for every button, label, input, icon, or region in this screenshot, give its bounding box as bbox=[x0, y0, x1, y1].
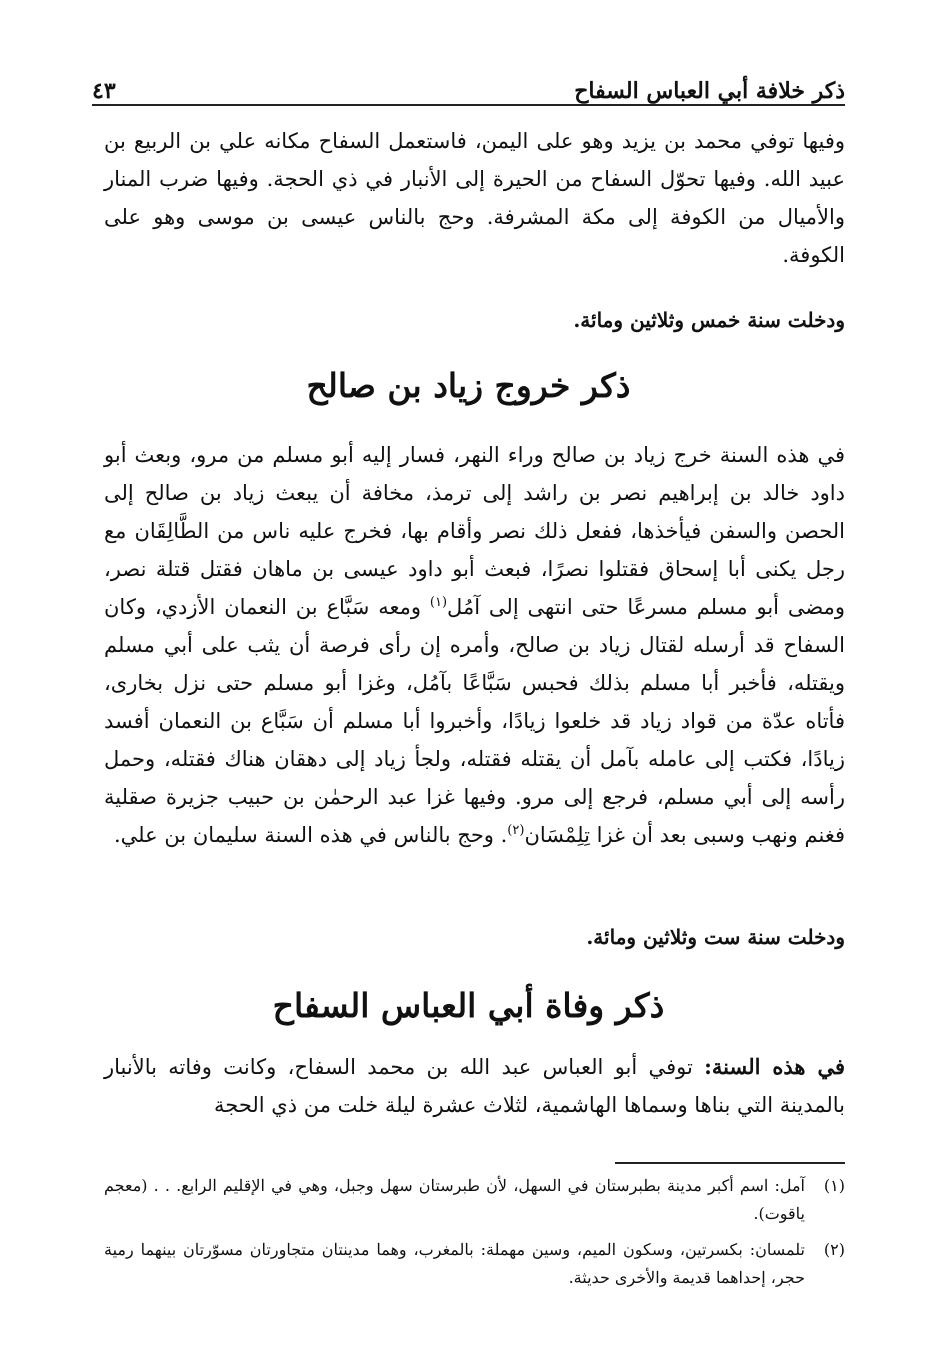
footnote-2 bbox=[104, 1236, 845, 1292]
paragraph-2-part-1: في هذه السنة خرج زياد بن صالح وراء النهر، فسار إليه أبو مسلم من مرو، وبعث أبو داود خالد بن إبراهيم نصر بن راشد إلى ترمذ، مخافة أن يبعث زياد بن صالح إلى الحصن والسفن فيأخذها، ففعل ذلك نصر وأقام بها، فخرج عليه ناس من الطَّالِقَان مع رجل يكنى أبا إسحاق فقتلوا نصرًا، فبعث أبو داود عيسى بن ماهان فقتل قتلة نصر، ومضى أبو مسلم مسرعًا حتى انتهى إلى آمُل bbox=[104, 443, 845, 619]
footnote-rule bbox=[615, 1162, 845, 1164]
year-line-136: ودخلت سنة ست وثلاثين ومائة. bbox=[586, 925, 845, 949]
paragraph-1: وفيها توفي محمد بن يزيد وهو على اليمن، فاستعمل السفاح مكانه علي بن الربيع بن عبيد الله. وفيها تحوّل السفاح من الحيرة إلى الأنبار في ذي الحجة. وفيها ضرب المنار والأميال من الكوفة إلى مكة المشرفة. وحج بالناس عيسى بن موسى وهو على الكوفة. bbox=[104, 129, 845, 267]
footnote-ref-1[interactable]: (١) bbox=[429, 595, 448, 610]
footnotes bbox=[104, 1172, 845, 1300]
page-number: ٤٣ bbox=[92, 78, 116, 104]
year-line-135: ودخلت سنة خمس وثلاثين ومائة. bbox=[573, 308, 845, 332]
paragraph-2-part-2: ومعه سَبَّاع بن النعمان الأزدي، وكان السفاح قد أرسله لقتال زياد بن صالح، وأمره إن رأى فرصة أن يثب على أبي مسلم ويقتله، فأخبر أبا مسلم بذلك فحبس سَبَّاعًا بآمُل، وغزا أبو مسلم حتى نزل بخارى، فأتاه عدّة من قواد زياد قد خلعوا زيادًا، وأخبروا أبا مسلم أن سَبَّاع بن النعمان أفسد زيادًا، فكتب إلى عامله بآمل أن يقتله فقتله، ولجأ زياد إلى دهقان هناك فقتله، وحمل رأسه إلى أبي مسلم، فرجع إلى مرو. وفيها غزا عبد الرحمٰن بن حبيب جزيرة صقلية فغنم ونهب وسبى بعد أن غزا تِلِمْسَان bbox=[104, 595, 845, 847]
running-header bbox=[92, 62, 845, 102]
header-rule bbox=[92, 104, 845, 106]
paragraph-3-lead: في هذه السنة: bbox=[704, 1054, 845, 1079]
footnote-ref-2[interactable]: (٢) bbox=[507, 823, 525, 838]
footnote-text: تلمسان: بكسرتين، وسكون الميم، وسين مهملة: بالمغرب، وهما مدينتان متجاورتان مسوّرتان بينهما رمية حجر، إحداهما قديمة والأخرى حديثة. bbox=[104, 1240, 805, 1287]
footnote-1 bbox=[104, 1172, 845, 1228]
paragraph-3 bbox=[104, 1048, 845, 1124]
section-heading-ziyad: ذكر خروج زياد بن صالح bbox=[306, 366, 631, 405]
section-heading-saffah-death: ذكر وفاة أبي العباس السفاح bbox=[272, 986, 665, 1025]
paragraph-2-part-3: . وحج بالناس في هذه السنة سليمان بن علي. bbox=[113, 823, 508, 847]
paragraph-3-text: توفي أبو العباس عبد الله بن محمد السفاح، وكانت وفاته بالأنبار بالمدينة التي بناها وسماها الهاشمية، لثلاث عشرة ليلة خلت من ذي الحجة bbox=[104, 1055, 845, 1117]
paragraph-2 bbox=[104, 436, 845, 854]
running-title: ذكر خلافة أبي العباس السفاح bbox=[574, 78, 845, 104]
footnote-number: (١) bbox=[823, 1176, 845, 1195]
footnote-text: آمل: اسم أكبر مدينة بطبرستان في السهل، لأن طبرستان سهل وجبل، وهي في الإقليم الرابع. . . (معجم ياقوت). bbox=[104, 1176, 805, 1223]
footnote-number: (٢) bbox=[823, 1240, 845, 1259]
